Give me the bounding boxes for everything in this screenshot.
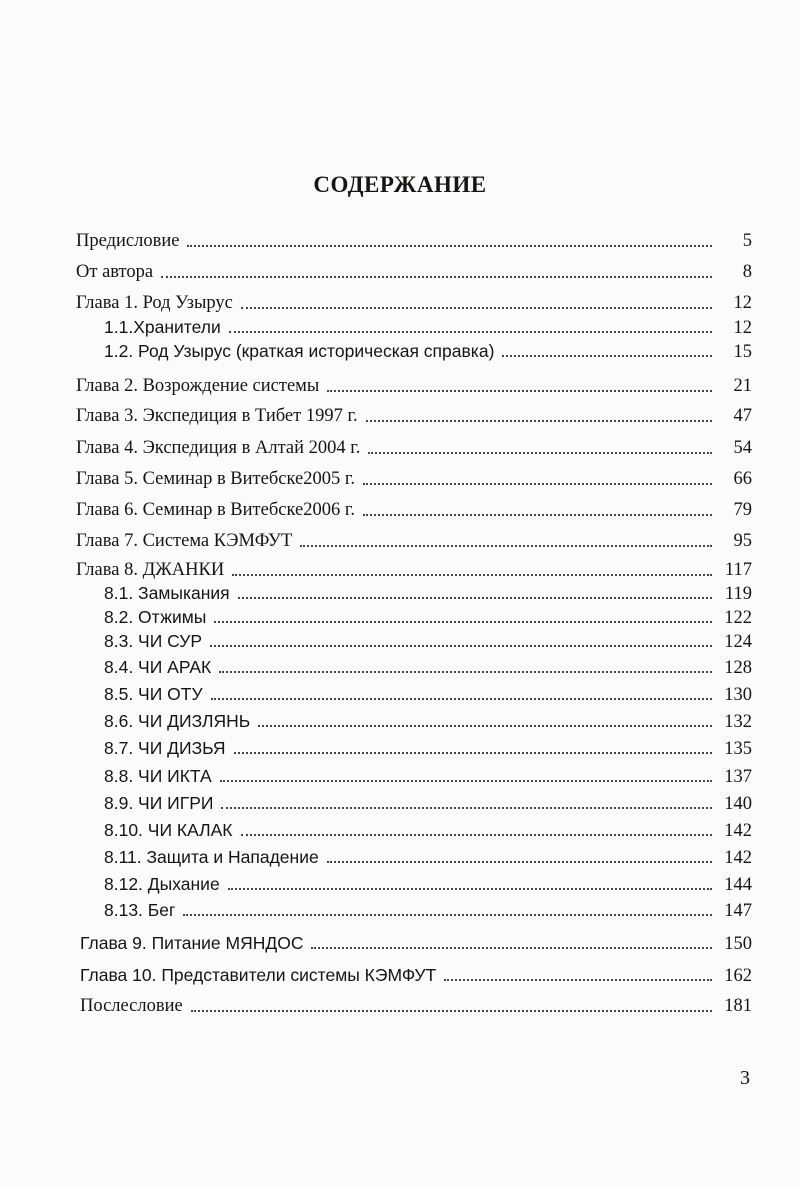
toc-entry-label: 8.1. Замыкания xyxy=(104,583,230,603)
toc-entry[interactable] xyxy=(76,375,752,397)
dot-leader xyxy=(211,698,712,700)
toc-entry[interactable] xyxy=(76,437,752,459)
toc-entry-page: 117 xyxy=(724,560,752,580)
dot-leader xyxy=(300,545,712,547)
toc-entry[interactable] xyxy=(76,230,752,252)
toc-entry[interactable] xyxy=(104,316,752,338)
toc-entry-label: Предисловие xyxy=(76,231,180,251)
toc-entry-page: 150 xyxy=(724,934,752,954)
toc-entry[interactable] xyxy=(76,499,752,521)
toc-entry-label: Глава 7. Система КЭМФУТ xyxy=(76,531,293,551)
dot-leader xyxy=(241,307,712,309)
dot-leader xyxy=(258,725,712,727)
dot-leader xyxy=(327,861,712,863)
dot-leader xyxy=(220,780,712,782)
toc-entry[interactable] xyxy=(104,606,752,628)
toc-entry-label: 8.11. Защита и Нападение xyxy=(104,847,319,867)
toc-entry[interactable] xyxy=(76,405,752,427)
toc-entry-page: 66 xyxy=(733,469,752,489)
toc-entry[interactable] xyxy=(104,765,752,787)
toc-entry[interactable] xyxy=(104,899,752,921)
toc-entry-label: 8.4. ЧИ АРАК xyxy=(104,657,212,677)
toc-entry-page: 54 xyxy=(733,438,752,458)
toc-entry[interactable] xyxy=(104,873,752,895)
toc-entry-page: 144 xyxy=(724,875,752,895)
page-number: 3 xyxy=(740,1067,750,1089)
toc-entry-page: 162 xyxy=(724,966,752,986)
toc-entry-page: 5 xyxy=(742,231,752,251)
toc-entry-page: 12 xyxy=(733,318,752,338)
toc-entry[interactable] xyxy=(104,630,752,652)
toc-entry[interactable] xyxy=(80,932,752,954)
toc-entry-label: Глава 1. Род Узырус xyxy=(76,293,233,313)
dot-leader xyxy=(311,947,712,949)
toc-entry[interactable] xyxy=(76,530,752,552)
toc-entry-label: 1.1.Хранители xyxy=(104,317,221,337)
toc-entry-label: 8.5. ЧИ ОТУ xyxy=(104,684,203,704)
toc-entry-page: 79 xyxy=(733,500,752,520)
dot-leader xyxy=(502,355,712,357)
toc-heading: СОДЕРЖАНИЕ xyxy=(313,172,487,197)
toc-entry-label: 8.12. Дыхание xyxy=(104,874,220,894)
toc-entry-page: 137 xyxy=(724,767,752,787)
toc-entry[interactable] xyxy=(76,559,752,581)
dot-leader xyxy=(183,914,712,916)
toc-entry[interactable] xyxy=(104,792,752,814)
dot-leader xyxy=(191,1010,712,1012)
toc-entry[interactable] xyxy=(104,710,752,732)
toc-entry[interactable] xyxy=(80,995,752,1017)
toc-entry-page: 124 xyxy=(724,632,752,652)
dot-leader xyxy=(363,514,712,516)
dot-leader xyxy=(219,671,712,673)
toc-entry-page: 132 xyxy=(724,712,752,732)
dot-leader xyxy=(187,245,712,247)
toc-entry[interactable] xyxy=(104,737,752,759)
toc-entry-label: 8.7. ЧИ ДИЗЬЯ xyxy=(104,738,226,758)
toc-entry-page: 8 xyxy=(742,262,752,282)
dot-leader xyxy=(214,621,712,623)
dot-leader xyxy=(234,752,713,754)
toc-entry-page: 47 xyxy=(733,406,752,426)
toc-entry-label: 8.13. Бег xyxy=(104,900,176,920)
toc-entry-label: 1.2. Род Узырус (краткая историческая справка) xyxy=(104,341,495,361)
dot-leader xyxy=(232,574,712,576)
toc-entry[interactable] xyxy=(104,819,752,841)
toc-entry-page: 15 xyxy=(733,342,752,362)
toc-entry[interactable] xyxy=(104,582,752,604)
dot-leader xyxy=(327,390,712,392)
toc-entry-page: 95 xyxy=(733,531,752,551)
toc-entry-page: 128 xyxy=(724,658,752,678)
dot-leader xyxy=(238,597,712,599)
toc-entry-label: 8.8. ЧИ ИКТА xyxy=(104,766,212,786)
toc-entry-page: 21 xyxy=(733,376,752,396)
toc-entry-label: Глава 5. Семинар в Витебске2005 г. xyxy=(76,469,355,489)
toc-entry-page: 130 xyxy=(724,685,752,705)
toc-entry[interactable] xyxy=(80,964,752,986)
toc-entry-label: Глава 2. Возрождение системы xyxy=(76,376,320,396)
toc-entry-label: Глава 3. Экспедиция в Тибет 1997 г. xyxy=(76,406,358,426)
toc-entry-page: 147 xyxy=(724,901,752,921)
toc-entry-page: 181 xyxy=(724,996,752,1016)
toc-entry-label: Глава 9. Питание МЯНДОС xyxy=(80,933,304,953)
toc-entry[interactable] xyxy=(104,683,752,705)
toc-entry-page: 12 xyxy=(733,293,752,313)
toc-entry-page: 119 xyxy=(724,584,752,604)
toc-entry-label: От автора xyxy=(76,262,154,282)
toc-entry[interactable] xyxy=(76,261,752,283)
dot-leader xyxy=(228,888,712,890)
toc-entry-label: 8.3. ЧИ СУР xyxy=(104,631,203,651)
toc-entry-page: 142 xyxy=(724,848,752,868)
toc-entry-label: 8.10. ЧИ КАЛАК xyxy=(104,820,233,840)
toc-entry[interactable] xyxy=(104,846,752,868)
toc-entry[interactable] xyxy=(76,468,752,490)
dot-leader xyxy=(221,807,712,809)
dot-leader xyxy=(161,276,712,278)
dot-leader xyxy=(229,331,712,333)
dot-leader xyxy=(210,645,712,647)
dot-leader xyxy=(444,979,712,981)
toc-entry[interactable] xyxy=(104,656,752,678)
toc-entry-label: Глава 8. ДЖАНКИ xyxy=(76,560,225,580)
toc-entry-label: Послесловие xyxy=(80,996,183,1016)
toc-entry-page: 135 xyxy=(724,739,752,759)
toc-entry-label: Глава 4. Экспедиция в Алтай 2004 г. xyxy=(76,438,361,458)
toc-entry-page: 122 xyxy=(724,608,752,628)
toc-entry-page: 142 xyxy=(724,821,752,841)
toc-entry-label: 8.9. ЧИ ИГРИ xyxy=(104,793,214,813)
toc-entry-label: 8.2. Отжимы xyxy=(104,607,207,627)
dot-leader xyxy=(241,834,713,836)
dot-leader xyxy=(366,420,712,422)
dot-leader xyxy=(363,483,712,485)
toc-entry-label: Глава 6. Семинар в Витебске2006 г. xyxy=(76,500,355,520)
toc-entry-page: 140 xyxy=(724,794,752,814)
toc-entry[interactable] xyxy=(104,340,752,362)
toc-entry-label: Глава 10. Представители системы КЭМФУТ xyxy=(80,965,437,985)
toc-entry[interactable] xyxy=(76,292,752,314)
dot-leader xyxy=(368,452,712,454)
toc-entry-label: 8.6. ЧИ ДИЗЛЯНЬ xyxy=(104,711,251,731)
